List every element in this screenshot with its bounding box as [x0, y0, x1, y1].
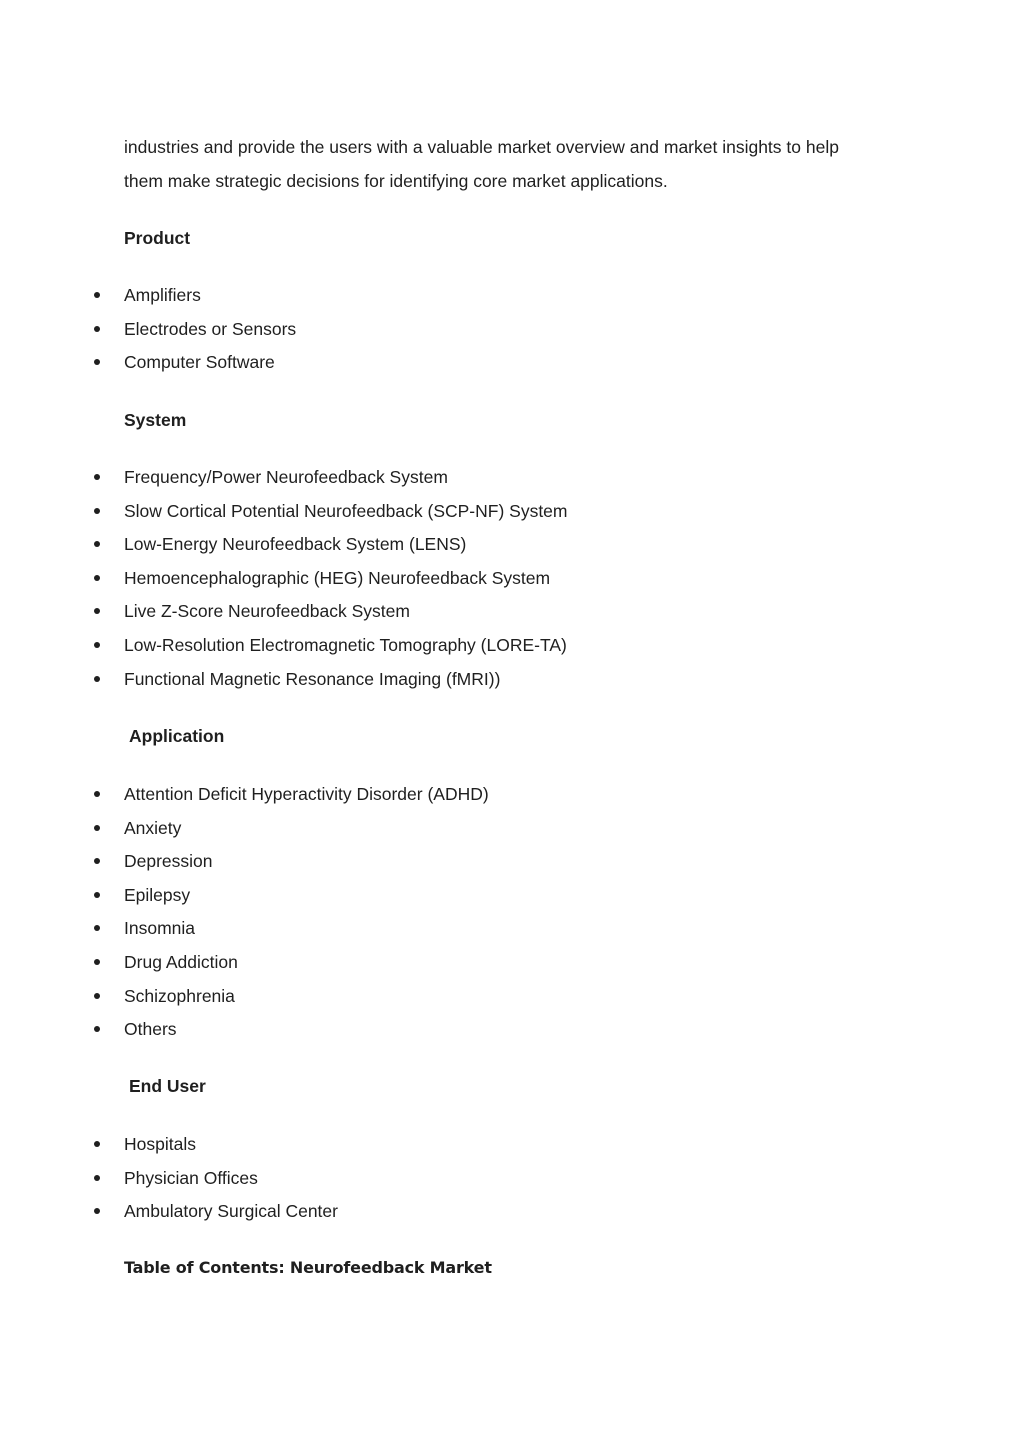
bullet-icon: [94, 925, 100, 931]
intro-line-1: industries and provide the users with a valuable market overview and market insights to help: [124, 137, 839, 157]
bullet-icon: [94, 858, 100, 864]
bullet-icon: [94, 1175, 100, 1181]
product-heading: Product: [124, 228, 191, 248]
intro-line-2: them make strategic decisions for identifying core market applications.: [124, 171, 668, 191]
document-page: industries and provide the users with a valuable market overview and market insights to help them make strategic decisions for identifying core market applications. Product Amplifiers Electrodes or Sensors Computer Software System Frequency/Power Neurofeedback System Slow Cortical Potential Neurofeedback (SCP-NF) System Low-Energy Neurofeedback System (LENS) Hemoencephalographic (HEG) Neurofeedback System Live Z-Score Neurofeedback System Low-Resolution Electromagnetic Tomography (LORE-TA) Functional Magnetic Resonance Imaging (fMRI)) Application Attention Deficit Hyperactivity Disorder (ADHD) Anxiety Depression Epilepsy Insomnia Drug Addiction Schizophrenia Others End User Hospitals Physician Offices Ambulatory Surgical Center Table of Contents: Neurofeedback Market: [0, 0, 1023, 1448]
bullet-icon: [94, 1208, 100, 1214]
bullet-icon: [94, 791, 100, 797]
bullet-icon: [94, 993, 100, 999]
system-heading: System: [124, 410, 187, 430]
bullet-icon: [94, 292, 100, 298]
bullet-icon: [94, 642, 100, 648]
toc-heading: Table of Contents: Neurofeedback Market: [124, 1258, 492, 1277]
bullet-icon: [94, 959, 100, 965]
bullet-icon: [94, 474, 100, 480]
bullet-icon: [94, 1026, 100, 1032]
application-heading: Application: [129, 726, 225, 746]
bullet-icon: [94, 508, 100, 514]
end-user-heading: End User: [129, 1076, 206, 1096]
bullet-icon: [94, 541, 100, 547]
bullet-icon: [94, 825, 100, 831]
intro-paragraph: [124, 130, 904, 198]
bullet-icon: [94, 892, 100, 898]
bullet-icon: [94, 608, 100, 614]
bullet-icon: [94, 1141, 100, 1147]
bullet-icon: [94, 575, 100, 581]
bullet-icon: [94, 676, 100, 682]
bullet-icon: [94, 326, 100, 332]
bullet-icon: [94, 359, 100, 365]
